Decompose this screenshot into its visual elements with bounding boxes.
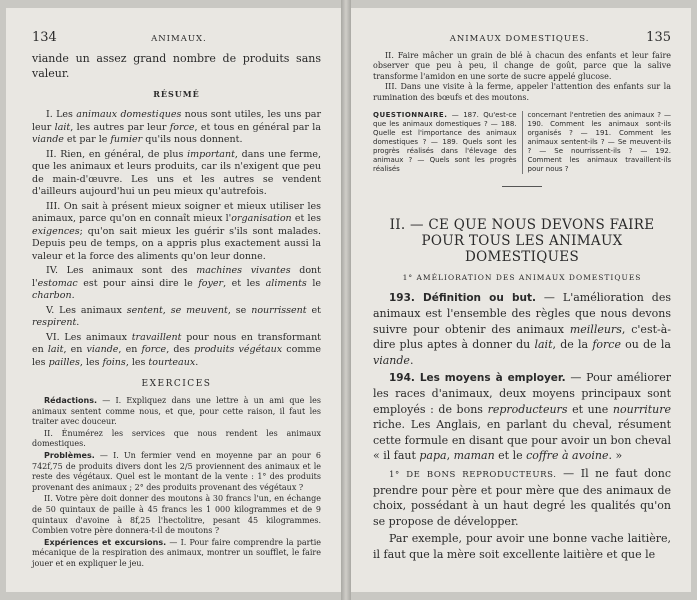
paragraph-194-label: 194. Les moyens à employer. xyxy=(389,372,566,385)
paragraph-193-text: — L'amélioration des animaux est l'ensemble des règles que nous devons suivre pour obtenir des animaux meilleurs, c'est-à-dire plus aptes à donner du lait, de la force ou de la viande. xyxy=(373,291,672,367)
resume-paragraph-5: V. Les animaux sentent, se meuvent, se nourrissent et respirent. xyxy=(32,304,321,328)
resume-paragraph-4: IV. Les animaux sont des machines vivantes dont l'estomac est pour ainsi dire le foyer, et les aliments le charbon. xyxy=(32,265,321,301)
redactions-text-1: — I. Expliquez dans une lettre à un ami que les animaux sentent comme nous, et que, pour cette raison, il faut les traiter avec douceur. xyxy=(32,396,321,427)
section-divider xyxy=(502,186,542,187)
problemes-label: Problèmes. xyxy=(44,450,95,460)
resume-paragraph-1: I. Les animaux domestiques nous sont utiles, les uns par leur lait, les autres par leur force, et tous en général par la viande et par le fumier qu'ils nous donnent. xyxy=(32,109,322,145)
subsection-heading: 1° AMÉLIORATION DES ANIMAUX DOMESTIQUES xyxy=(402,273,642,283)
reproducteurs-label: 1° DE BONS REPRODUCTEURS. xyxy=(389,469,557,480)
questionnaire-label: QUESTIONNAIRE. xyxy=(373,111,448,120)
exercise-problemes-2: II. Votre père doit donner des moutons à 30 francs l'un, en échange de 50 quintaux de paille à 45 francs les 1 000 kilogrammes et de 9 quintaux d'avoine à 8f,25 l'hectolitre, pesant 45 kilogrammes. Combien votre père donnera-t-il de moutons ? xyxy=(32,494,321,536)
paragraph-194 xyxy=(373,370,671,463)
questionnaire-left-column xyxy=(373,111,523,174)
resume-paragraph-2: II. Rien, en général, de plus important, dans une ferme, que les animaux et leurs produits, car ils n'exigent que peu de main-d'œuvre. Les uns et les autres se vendent d'ailleurs aujourd'hui un peu mieux qu'autrefois. xyxy=(32,148,322,197)
running-title-right: ANIMAUX DOMESTIQUES. xyxy=(449,34,590,44)
lead-text: viande un assez grand nombre de produits sans valeur. xyxy=(32,52,321,80)
running-header-right xyxy=(373,30,671,45)
exercise-redactions-1 xyxy=(32,396,321,428)
experiences-label: Expériences et excursions. xyxy=(44,537,167,547)
exercise-continued-2: II. Faire mâcher un grain de blé à chacun des enfants et leur faire observer que peu à peu, il change de goût, parce que la salive transforme l'amidon en une sorte de sucre appelé glucose. xyxy=(373,51,671,81)
exercise-redactions-2: II. Énumérez les services que nous rendent les animaux domestiques. xyxy=(32,428,321,449)
running-title-left: ANIMAUX. xyxy=(151,34,207,44)
questionnaire xyxy=(373,111,671,174)
questionnaire-right-column: concernant l'entretien des animaux ? — 190. Comment les animaux sont-ils organisés ? — 191. Comment les animaux sentent-ils ? — Se meuvent-ils ? — Se nourrissent-ils ? — 192. Comment les animaux travaillent-ils pour nous ? xyxy=(527,111,671,174)
exercise-continued-3: III. Dans une visite à la ferme, appeler l'attention des enfants sur la rumination des bœufs et des moutons. xyxy=(373,82,671,102)
paragraph-193-label: 193. Définition ou but. xyxy=(389,292,536,305)
section-heading: II. — CE QUE NOUS DEVONS FAIRE POUR TOUS LES ANIMAUX DOMESTIQUES xyxy=(389,217,655,266)
reproducteurs-text: — Il ne faut donc prendre pour père et pour mère que des animaux de choix, possédant à un haut degré les qualités qu'on se propose de développer. xyxy=(373,466,671,528)
page-number-right: 135 xyxy=(646,30,671,45)
resume-paragraph-3: III. On sait à présent mieux soigner et mieux utiliser les animaux, parce qu'on en connaît mieux l'organisation et les exigences; qu'on sait mieux les guérir s'ils sont malades. Depuis peu de temps, on a appris plus exactement aussi la valeur et la force des aliments qu'on leur donne. xyxy=(32,200,321,262)
exercise-problemes-1 xyxy=(32,451,321,493)
resume-paragraph-6: VI. Les animaux travaillent pour nous en transformant en lait, en viande, en force, des produits végétaux comme les pailles, les foins, les tourteaux. xyxy=(32,331,321,368)
resume-heading: RÉSUMÉ xyxy=(153,89,200,99)
left-page xyxy=(6,8,341,592)
paragraph-194-text: — Pour améliorer les races d'animaux, deux moyens principaux sont employés : de bons reproducteurs et une nourriture riche. Les Anglais, en parlant du cheval, résument cette formule en disant que pour avoir un bon cheval « il faut papa, maman et le coffre à avoine. » xyxy=(373,371,671,463)
paragraph-reproducteurs xyxy=(373,466,671,530)
experiences-text-1: — I. Pour faire comprendre la partie mécanique de la respiration des animaux, montrer un soufflet, le faire jouer et en expliquer le jeu. xyxy=(32,537,321,568)
right-page xyxy=(351,8,691,592)
redactions-label: Rédactions. xyxy=(44,396,98,405)
exercise-experiences-1 xyxy=(32,538,321,570)
problemes-text-1: — I. Un fermier vend en moyenne par an pour 6 742f,75 de produits divers dont les 2/5 proviennent des animaux et le reste des végétaux. Quel est le montant de la vente : 1° des produits provenant des animaux ; 2° des produits provenant des végétaux ? xyxy=(32,450,321,492)
book-gutter xyxy=(341,0,351,600)
paragraph-vache-laitiere: Par exemple, pour avoir une bonne vache laitière, il faut que la mère soit excellente laitière et que le xyxy=(373,532,671,561)
running-header-left xyxy=(32,30,321,45)
paragraph-193 xyxy=(373,290,671,368)
page-number-left: 134 xyxy=(32,30,57,45)
exercices-heading: EXERCICES xyxy=(141,379,212,389)
questionnaire-left-text: — 187. Qu'est-ce que les animaux domestiques ? — 188. Quelle est l'importance des animaux domestiques ? — 189. Quels sont les progrès réalisés dans l'élevage des animaux ? — Quels sont les progrès réalisés xyxy=(373,111,517,174)
